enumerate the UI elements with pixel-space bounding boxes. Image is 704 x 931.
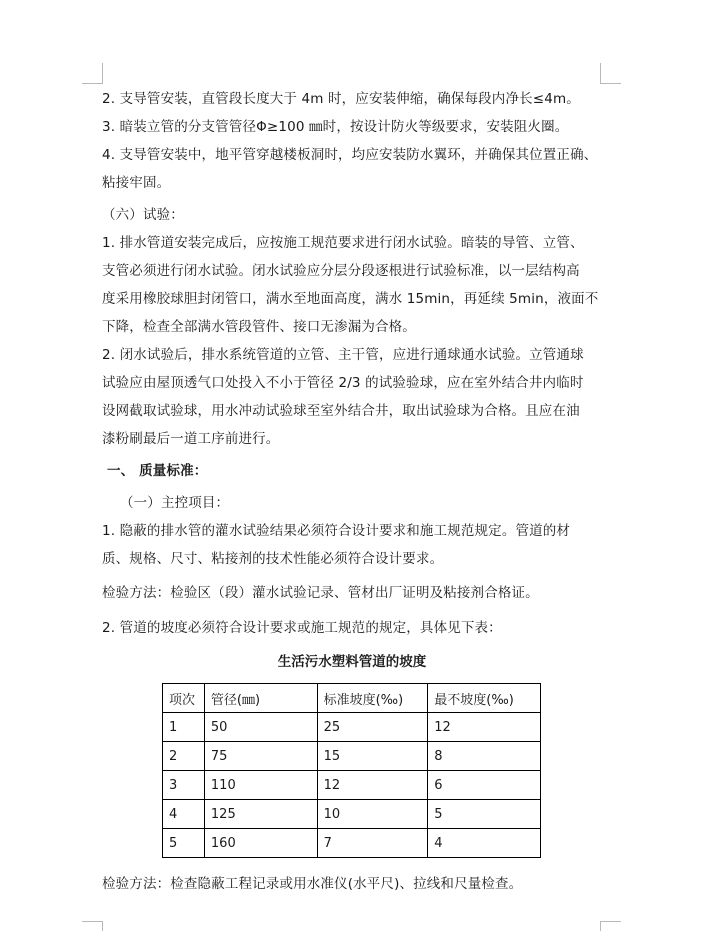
paragraph-line: 检验方法：检验区（段）灌水试验记录、管材出厂证明及粘接剂合格证。 bbox=[102, 585, 539, 601]
table-cell: 7 bbox=[317, 829, 428, 858]
table-row bbox=[163, 800, 541, 829]
paragraph-line: 2. 支导管安装，直管段长度大于 4m 时，应安装伸缩，确保每段内净长≤4m。 bbox=[102, 91, 580, 107]
paragraph-line: 漆粉刷最后一道工序前进行。 bbox=[102, 431, 280, 447]
table-cell: 50 bbox=[204, 713, 317, 742]
paragraph-line: 下降，检查全部满水管段管件、接口无渗漏为合格。 bbox=[102, 319, 416, 335]
paragraph-line: 1. 排水管道安装完成后，应按施工规范要求进行闭水试验。暗装的导管、立管、 bbox=[102, 235, 584, 251]
inspection-method-line: 检验方法：检查隐蔽工程记录或用水准仪(水平尺)、拉线和尺量检查。 bbox=[102, 876, 523, 892]
paragraph-line: 1. 隐蔽的排水管的灌水试验结果必须符合设计要求和施工规范规定。管道的材 bbox=[102, 523, 571, 539]
table-cell: 3 bbox=[163, 771, 205, 800]
table-cell: 2 bbox=[163, 742, 205, 771]
table-cell: 75 bbox=[204, 742, 317, 771]
slope-table bbox=[162, 683, 541, 858]
paragraph-line: 质、规格、尺寸、粘接剂的技术性能必须符合设计要求。 bbox=[102, 551, 444, 567]
table-cell: 4 bbox=[163, 800, 205, 829]
table-cell: 160 bbox=[204, 829, 317, 858]
table-cell: 12 bbox=[428, 713, 541, 742]
table-cell: 5 bbox=[163, 829, 205, 858]
paragraph-line: 试验应由屋顶透气口处投入不小于管径 2/3 的试验验球，应在室外结合井内临时 bbox=[102, 375, 584, 391]
paragraph-line: 4. 支导管安装中，地平管穿越楼板洞时，均应安装防水翼环，并确保其位置正确、 bbox=[102, 147, 598, 163]
table-cell: 5 bbox=[428, 800, 541, 829]
table-row bbox=[163, 771, 541, 800]
paragraph-line: 粘接牢固。 bbox=[102, 175, 171, 191]
paragraph-line: 3. 暗装立管的分支管管径Φ≥100 ㎜时，按设计防火等级要求，安装阻火圈。 bbox=[102, 119, 569, 135]
table-cell: 12 bbox=[317, 771, 428, 800]
section-heading-bold: 一、 质量标准： bbox=[107, 463, 208, 479]
table-cell: 25 bbox=[317, 713, 428, 742]
table-cell: 15 bbox=[317, 742, 428, 771]
table-cell: 4 bbox=[428, 829, 541, 858]
table-header-cell: 项次 bbox=[163, 684, 205, 713]
table-cell: 1 bbox=[163, 713, 205, 742]
section-heading: （六）试验： bbox=[102, 207, 184, 223]
table-cell: 110 bbox=[204, 771, 317, 800]
table-cell: 6 bbox=[428, 771, 541, 800]
table-header-cell: 标准坡度(‰) bbox=[317, 684, 428, 713]
table-cell: 10 bbox=[317, 800, 428, 829]
table-row bbox=[163, 713, 541, 742]
table-row bbox=[163, 829, 541, 858]
crop-mark-top-right bbox=[600, 63, 621, 84]
table-header-cell: 管径(㎜) bbox=[204, 684, 317, 713]
paragraph-line: 支管必须进行闭水试验。闭水试验应分层分段逐根进行试验标准，以一层结构高 bbox=[102, 263, 580, 279]
subsection-heading: （一）主控项目： bbox=[120, 495, 230, 511]
paragraph-line: 度采用橡胶球胆封闭管口，满水至地面高度，满水 15min，再延续 5min，液面不 bbox=[102, 291, 599, 307]
paragraph-line: 2. 闭水试验后，排水系统管道的立管、主干管，应进行通球通水试验。立管通球 bbox=[102, 347, 584, 363]
table-row bbox=[163, 742, 541, 771]
paragraph-line: 设网截取试验球，用水冲动试验球至室外结合井，取出试验球为合格。且应在油 bbox=[102, 403, 580, 419]
table-header-cell: 最不坡度(‰) bbox=[428, 684, 541, 713]
crop-mark-top-left bbox=[82, 63, 103, 84]
table-header-row bbox=[163, 684, 541, 713]
table-cell: 8 bbox=[428, 742, 541, 771]
table-title: 生活污水塑料管道的坡度 bbox=[277, 654, 427, 670]
table-cell: 125 bbox=[204, 800, 317, 829]
paragraph-line: 2. 管道的坡度必须符合设计要求或施工规范的规定，具体见下表： bbox=[102, 620, 502, 636]
